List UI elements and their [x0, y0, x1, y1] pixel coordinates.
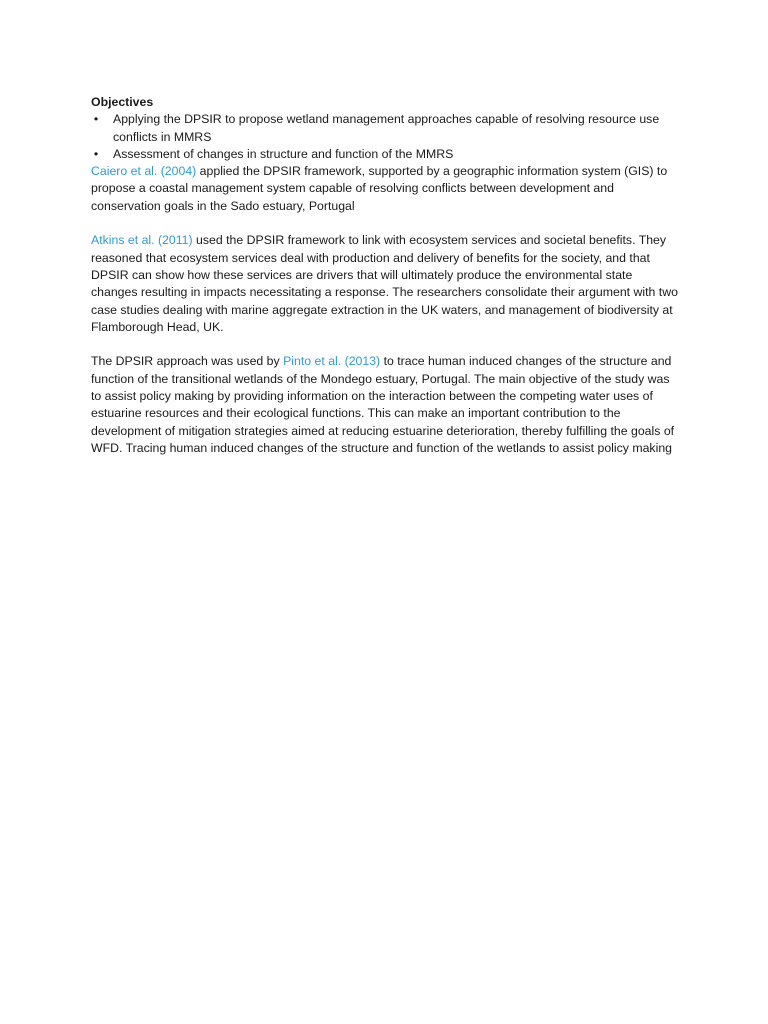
citation-link[interactable]: Pinto et al. (2013): [283, 354, 381, 369]
objective-item: [91, 146, 681, 163]
paragraph-pinto: [91, 353, 681, 457]
citation-link[interactable]: Caiero et al. (2004): [91, 164, 197, 179]
objective-text: Applying the DPSIR to propose wetland management approaches capable of resolving resource use conflicts in MMRS: [113, 112, 660, 144]
objectives-list: [91, 111, 681, 163]
bullet-icon: •: [93, 112, 99, 127]
paragraph-text: used the DPSIR framework to link with ecosystem services and societal benefits. They reasoned that ecosystem services deal with production and delivery of benefits for the society, and that DPSIR can show how these services are drivers that will ultimately produce the environmental state changes resulting in impacts necessitating a response. The researchers consolidate their argument with two case studies dealing with marine aggregate extraction in the UK waters, and management of biodiversity at Flamborough Head, UK.: [91, 233, 678, 334]
bullet-icon: •: [93, 146, 99, 161]
objectives-heading: Objectives: [91, 95, 154, 109]
paragraph-text: to trace human induced changes of the structure and function of the transitional wetlands of the Mondego estuary, Portugal. The main objective of the study was to assist policy making by providing information on the interaction between the competing water uses of estuarine resources and their ecological functions. This can make an important contribution to the development of mitigation strategies aimed at reducing estuarine deterioration, thereby fulfilling the goals of WFD. Tracing human induced changes of the structure and function of the wetlands to assist policy making: [91, 354, 675, 455]
objective-text: Assessment of changes in structure and function of the MMRS: [113, 146, 454, 161]
document-body: [91, 94, 681, 457]
paragraph-lead-text: The DPSIR approach was used by: [91, 354, 284, 369]
paragraph-caiero: [91, 163, 681, 215]
citation-link[interactable]: Atkins et al. (2011): [91, 233, 193, 248]
paragraph-atkins: [91, 232, 681, 336]
paragraph-text: applied the DPSIR framework, supported by a geographic information system (GIS) to propose a coastal management system capable of resolving conflicts between development and conservation goals in the Sado estuary, Portugal: [91, 164, 668, 213]
objective-item: [91, 111, 681, 146]
